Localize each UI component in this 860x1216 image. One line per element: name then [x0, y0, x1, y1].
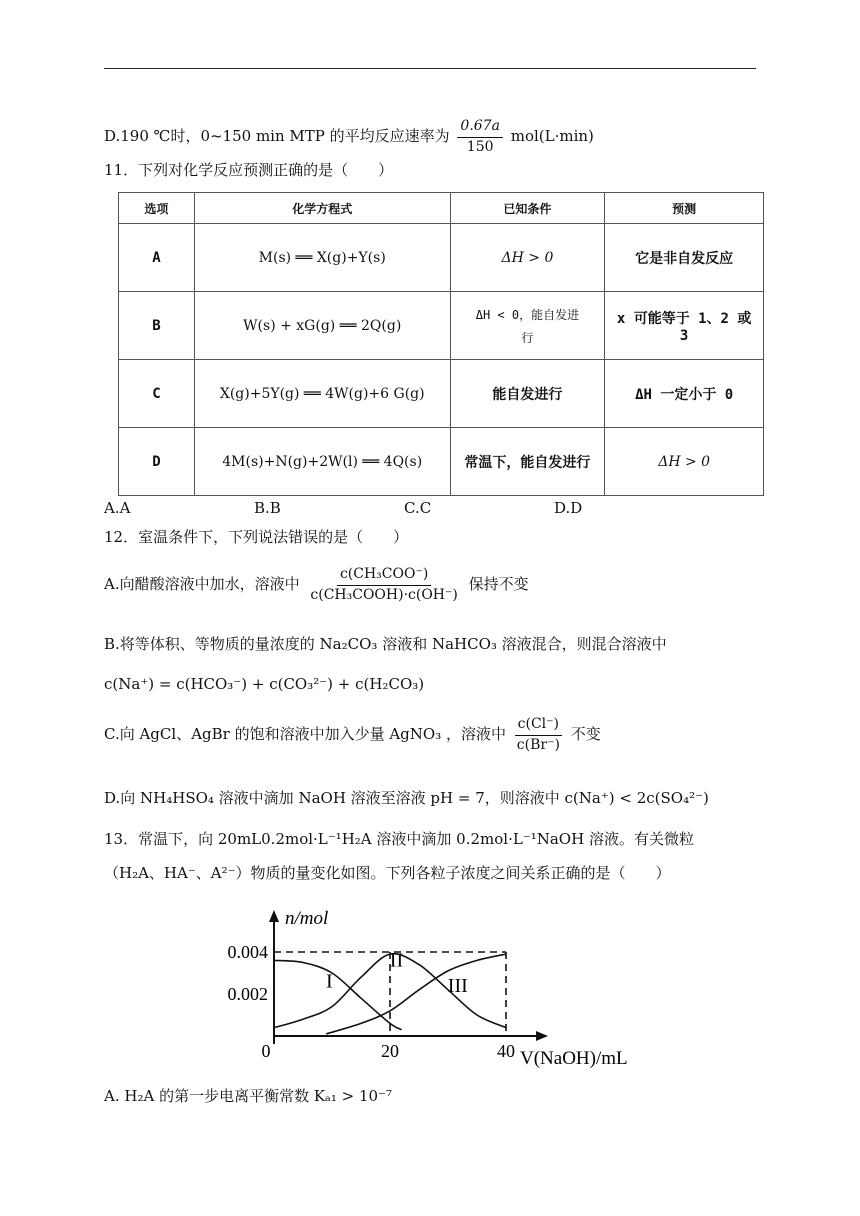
q11-stem: 11．下列对化学反应预测正确的是（ ）	[104, 161, 394, 179]
header-prediction: 预测	[605, 193, 764, 224]
row-condition	[450, 292, 605, 360]
x-tick-label: 40	[497, 1041, 515, 1061]
row-prediction: 它是非自发反应	[605, 224, 764, 292]
table-row	[119, 292, 764, 360]
q12-option-c-text: C.向 AgCl、AgBr 的饱和溶液中加入少量 AgNO₃ ，溶液中	[104, 725, 506, 743]
q10-fraction-denominator: 150	[466, 138, 494, 155]
q10-rate-unit: mol(L·min)	[510, 127, 594, 145]
header-rule	[104, 68, 756, 69]
row-option-label: D	[119, 428, 195, 496]
header-condition: 已知条件	[450, 193, 605, 224]
q12-c-denominator: c(Br⁻)	[516, 736, 560, 753]
q12-option-b-line1: B.将等体积、等物质的量浓度的 Na₂CO₃ 溶液和 NaHCO₃ 溶液混合，则混合溶液中	[104, 635, 667, 653]
row-equation: W(s) + xG(g) ══ 2Q(g)	[194, 292, 450, 360]
header-option: 选项	[119, 193, 195, 224]
row-condition-line1: ΔH < 0，能自发进	[475, 307, 580, 322]
q10-fraction-numerator: 0.67a	[457, 118, 503, 138]
q12-option-c-suffix: 不变	[570, 725, 601, 743]
q12-a-denominator: c(CH₃COOH)·c(OH⁻)	[310, 586, 458, 603]
row-option-label: A	[119, 224, 195, 292]
series-III-line	[326, 954, 506, 1034]
q10-rate-fraction	[457, 118, 503, 156]
row-prediction: ΔH > 0	[605, 428, 764, 496]
q11-answer-d: D.D	[554, 499, 583, 517]
q13-stem-line2: （H₂A、HA⁻、A²⁻）物质的量变化如图。下列各粒子浓度之间关系正确的是（ ）	[104, 864, 671, 882]
row-condition: 常温下，能自发进行	[450, 428, 605, 496]
q13-chart	[227, 908, 650, 1069]
x-axis-arrow	[536, 1031, 548, 1041]
x-tick-label: 0	[261, 1041, 271, 1061]
y-axis-label: n/mol	[285, 908, 329, 929]
row-option-label: C	[119, 360, 195, 428]
q11-answer-b: B.B	[254, 499, 281, 517]
row-condition-line2: 行	[521, 330, 534, 345]
q12-option-a	[104, 566, 529, 604]
row-option-label: B	[119, 292, 195, 360]
curve-label-II: II	[389, 949, 404, 972]
q12-option-a-fraction	[307, 566, 460, 604]
table-row	[119, 360, 764, 428]
row-equation: X(g)+5Y(g) ══ 4W(g)+6 G(g)	[194, 360, 450, 428]
curve-label-I: I	[326, 970, 333, 993]
y-tick-label: 0.002	[227, 984, 268, 1004]
q12-option-b-line2: c(Na⁺) = c(HCO₃⁻) + c(CO₃²⁻) + c(H₂CO₃)	[104, 675, 425, 693]
row-condition: 能自发进行	[450, 360, 605, 428]
chart-tick-labels	[228, 942, 516, 1061]
x-axis-label: V(NaOH)/mL	[520, 1048, 628, 1069]
q12-option-c	[104, 716, 601, 754]
q11-table	[118, 192, 764, 496]
q10-option-d	[104, 118, 594, 156]
q12-c-numerator: c(Cl⁻)	[515, 716, 562, 736]
q13-stem-line1: 13．常温下，向 20mL0.2mol·L⁻¹H₂A 溶液中滴加 0.2mol·L⁻¹NaOH 溶液。有关微粒	[104, 830, 694, 848]
row-condition: ΔH > 0	[450, 224, 605, 292]
y-axis-arrow	[269, 910, 279, 922]
table-header-row	[119, 193, 764, 224]
q12-option-a-text: A.向醋酸溶液中加水，溶液中	[104, 575, 300, 593]
y-tick-label: 0.004	[227, 942, 268, 962]
q11-answer-c: C.C	[404, 499, 432, 517]
q10-option-d-text: D.190 ℃时，0~150 min MTP 的平均反应速率为	[104, 127, 450, 145]
curve-label-III: III	[447, 974, 468, 997]
row-equation: 4M(s)+N(g)+2W(l) ══ 4Q(s)	[194, 428, 450, 496]
row-prediction: x 可能等于 1、2 或 3	[605, 292, 764, 360]
q12-option-d: D.向 NH₄HSO₄ 溶液中滴加 NaOH 溶液至溶液 pH = 7，则溶液中 c(Na⁺) < 2c(SO₄²⁻)	[104, 789, 709, 807]
series-I-line	[274, 960, 402, 1029]
q13-option-a: A. H₂A 的第一步电离平衡常数 Kₐ₁ > 10⁻⁷	[104, 1087, 392, 1105]
header-equation: 化学方程式	[194, 193, 450, 224]
q12-option-a-suffix: 保持不变	[468, 575, 529, 593]
x-tick-label: 20	[381, 1041, 399, 1061]
q11-answer-a: A.A	[104, 499, 131, 517]
q12-stem: 12．室温条件下，下列说法错误的是（ ）	[104, 528, 409, 546]
row-equation: M(s) ══ X(g)+Y(s)	[194, 224, 450, 292]
q12-option-c-fraction	[514, 716, 563, 754]
q12-a-numerator: c(CH₃COO⁻)	[337, 566, 431, 586]
table-row	[119, 428, 764, 496]
row-prediction: ΔH 一定小于 0	[605, 360, 764, 428]
table-row	[119, 224, 764, 292]
